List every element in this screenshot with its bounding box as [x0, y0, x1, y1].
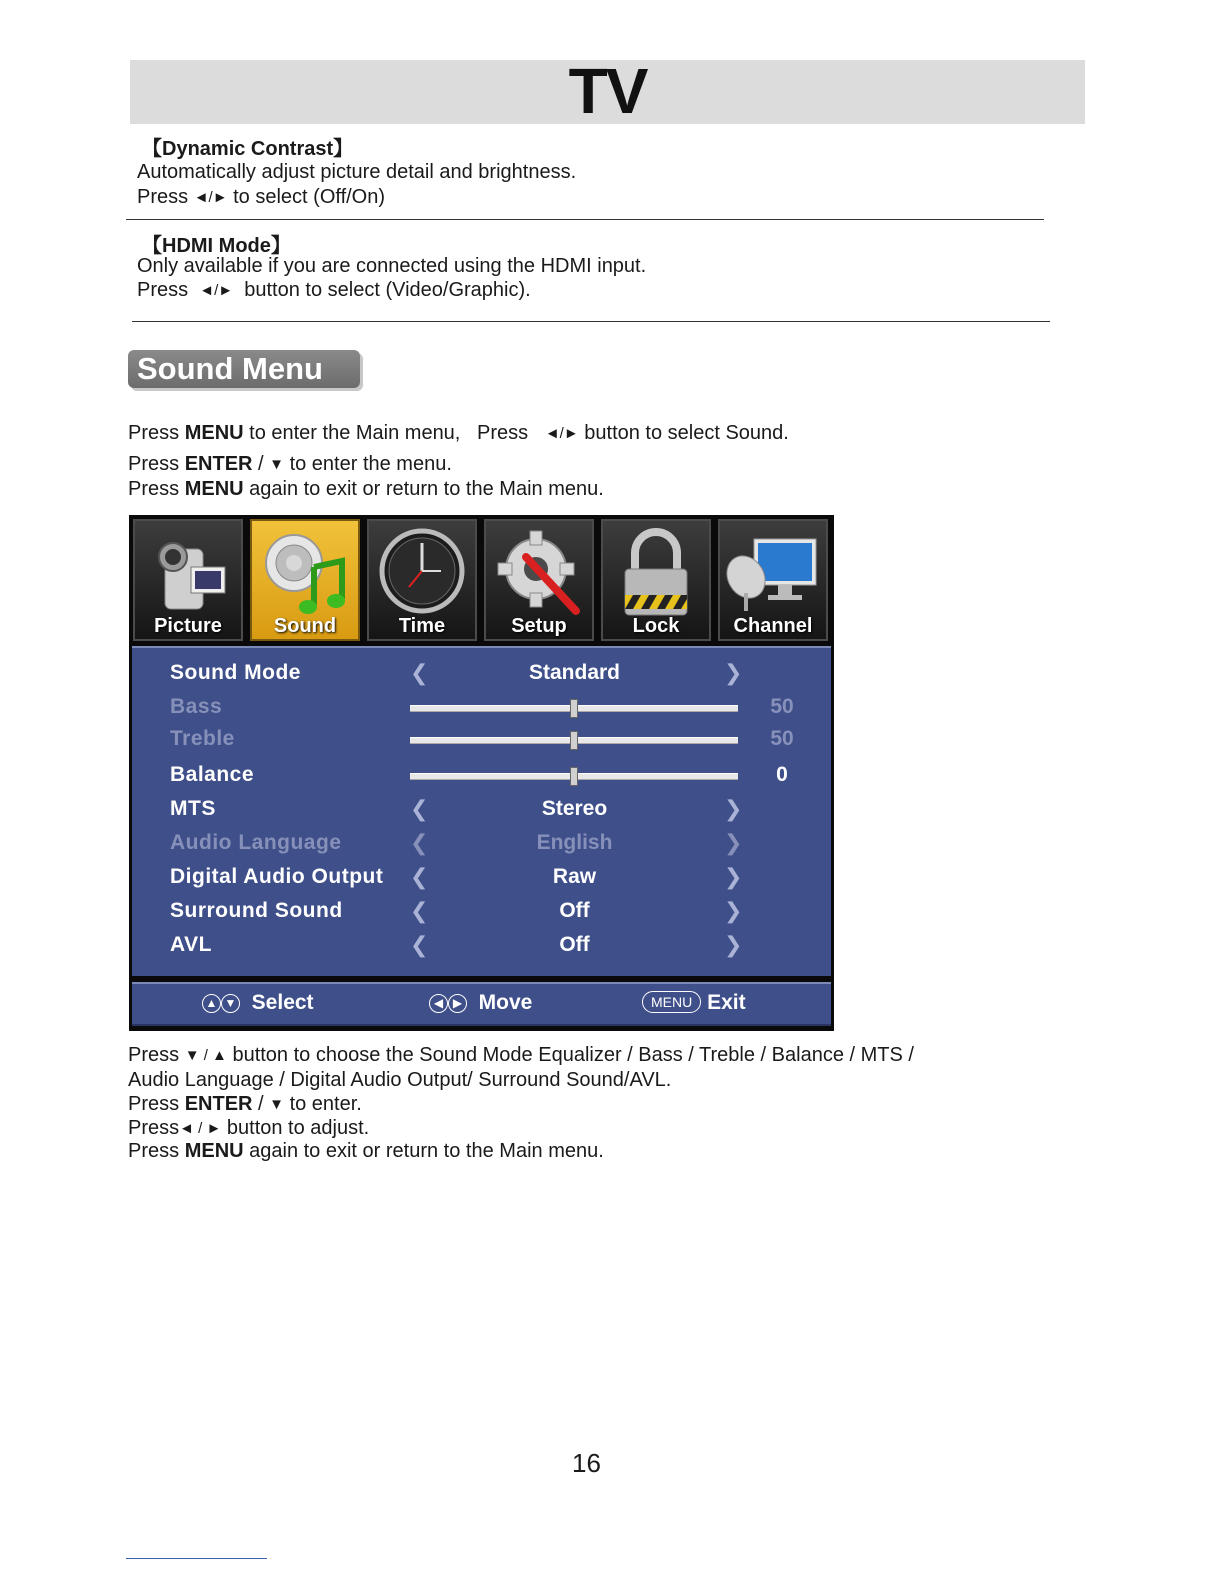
tab-label: Setup: [511, 615, 567, 637]
padlock-icon: [603, 527, 709, 617]
setting-value: Off: [559, 899, 590, 922]
left-arrow-icon: ◀: [429, 994, 448, 1013]
instruction-line-5: Press MENU again to exit or return to the Main menu.: [128, 1140, 604, 1162]
setting-label: MTS: [170, 797, 216, 820]
setting-label: Balance: [170, 763, 255, 786]
tab-picture[interactable]: [133, 519, 243, 641]
setting-value: Raw: [552, 865, 597, 888]
setting-label: Sound Mode: [170, 661, 301, 684]
page-number: 16: [572, 1448, 601, 1478]
chevron-right-icon[interactable]: ❯: [724, 830, 743, 855]
setting-row-digital-audio-output[interactable]: [132, 861, 831, 895]
tab-label: Picture: [154, 615, 222, 637]
treble-slider[interactable]: [410, 737, 738, 744]
setting-row-bass[interactable]: [132, 691, 831, 725]
tv-osd-screen: [129, 515, 834, 1031]
instruction-line-4: Press◄ / ► button to adjust.: [128, 1117, 370, 1139]
hdmi-mode-title: 【HDMI Mode】: [142, 235, 291, 257]
dynamic-contrast-title: 【Dynamic Contrast】: [142, 138, 354, 160]
setting-label: Surround Sound: [170, 899, 343, 922]
sound-menu-heading: Sound Menu: [128, 350, 360, 388]
setting-label: AVL: [170, 933, 212, 956]
setting-row-avl[interactable]: [132, 929, 831, 963]
balance-slider[interactable]: [410, 773, 738, 780]
chevron-left-icon[interactable]: ❮: [410, 830, 429, 855]
hint-move: ◀ ▶ Move: [429, 991, 532, 1015]
setting-value: 50: [770, 727, 794, 750]
setting-value: 0: [776, 763, 788, 786]
left-right-arrows-icon: ◄/►: [193, 189, 228, 206]
chevron-left-icon[interactable]: ❮: [410, 796, 429, 821]
slider-knob[interactable]: [570, 699, 578, 718]
setting-value: 50: [770, 695, 794, 718]
chevron-right-icon[interactable]: ❯: [724, 796, 743, 821]
tab-label: Time: [398, 615, 446, 637]
chevron-left-icon[interactable]: ❮: [410, 864, 429, 889]
setting-row-mts[interactable]: [132, 793, 831, 827]
chevron-right-icon[interactable]: ❯: [724, 898, 743, 923]
satellite-dish-icon: [720, 527, 826, 617]
setting-row-balance[interactable]: [132, 759, 831, 793]
sound-settings-panel: [132, 646, 831, 976]
clock-icon: [369, 527, 475, 617]
dynamic-contrast-desc: Automatically adjust picture detail and brightness.: [137, 161, 577, 183]
intro-line-2: Press ENTER / ▼ to enter the menu.: [128, 453, 452, 475]
instruction-line-2: Audio Language / Digital Audio Output/ Surround Sound/AVL.: [128, 1069, 672, 1091]
bass-slider[interactable]: [410, 705, 738, 712]
gear-wrench-icon: [486, 527, 592, 617]
setting-label: Treble: [170, 727, 235, 750]
footnote-rule: [126, 1558, 267, 1559]
hdmi-mode-desc: Only available if you are connected using the HDMI input.: [137, 255, 647, 277]
setting-row-audio-language[interactable]: [132, 827, 831, 861]
tab-label: Lock: [632, 615, 680, 637]
tab-setup[interactable]: [484, 519, 594, 641]
setting-row-treble[interactable]: [132, 723, 831, 757]
setting-value: English: [536, 831, 613, 854]
left-right-arrows-icon: ◄/►: [199, 282, 234, 299]
tab-sound[interactable]: [250, 519, 360, 641]
setting-row-surround-sound[interactable]: [132, 895, 831, 929]
up-arrow-icon: ▲: [202, 994, 221, 1013]
setting-value: Off: [559, 933, 590, 956]
menu-key-icon: MENU: [642, 991, 701, 1013]
instruction-line-1: Press ▼ / ▲ button to choose the Sound Mode Equalizer / Bass / Treble / Balance / MTS /: [128, 1044, 914, 1066]
chevron-right-icon[interactable]: ❯: [724, 660, 743, 685]
hint-exit: MENU Exit: [642, 991, 746, 1015]
setting-value: Standard: [528, 661, 620, 684]
setting-row-sound-mode[interactable]: [132, 657, 831, 691]
tab-channel[interactable]: [718, 519, 828, 641]
chevron-left-icon[interactable]: ❮: [410, 660, 429, 685]
osd-footer-hints: [132, 982, 831, 1026]
page-title: TV: [568, 55, 647, 127]
dynamic-contrast-press: Press ◄/► to select (Off/On): [137, 186, 386, 208]
setting-label: Digital Audio Output: [170, 865, 384, 888]
intro-line-3: Press MENU again to exit or return to the Main menu.: [128, 478, 604, 500]
instruction-line-3: Press ENTER / ▼ to enter.: [128, 1093, 362, 1115]
tab-time[interactable]: [367, 519, 477, 641]
chevron-left-icon[interactable]: ❮: [410, 932, 429, 957]
hint-select: ▲ ▼ Select: [202, 991, 314, 1015]
setting-label: Audio Language: [170, 831, 342, 854]
hdmi-mode-press: Press ◄/► button to select (Video/Graphic).: [137, 279, 531, 301]
intro-line-1: Press MENU to enter the Main menu, Press ◄/► button to select Sound.: [128, 422, 789, 444]
tab-label: Sound: [273, 615, 337, 637]
down-arrow-icon: ▼: [221, 994, 240, 1013]
setting-value: Stereo: [541, 797, 608, 820]
slider-knob[interactable]: [570, 767, 578, 786]
divider: [126, 219, 1044, 220]
setting-label: Bass: [170, 695, 223, 718]
slider-knob[interactable]: [570, 731, 578, 750]
camcorder-icon: [135, 527, 241, 617]
chevron-right-icon[interactable]: ❯: [724, 932, 743, 957]
chevron-right-icon[interactable]: ❯: [724, 864, 743, 889]
music-note-icon: [252, 527, 358, 617]
header-band: [130, 55, 1085, 127]
tab-label: Channel: [733, 615, 813, 637]
right-arrow-icon: ▶: [448, 994, 467, 1013]
divider: [132, 321, 1050, 322]
chevron-left-icon[interactable]: ❮: [410, 898, 429, 923]
tab-lock[interactable]: [601, 519, 711, 641]
